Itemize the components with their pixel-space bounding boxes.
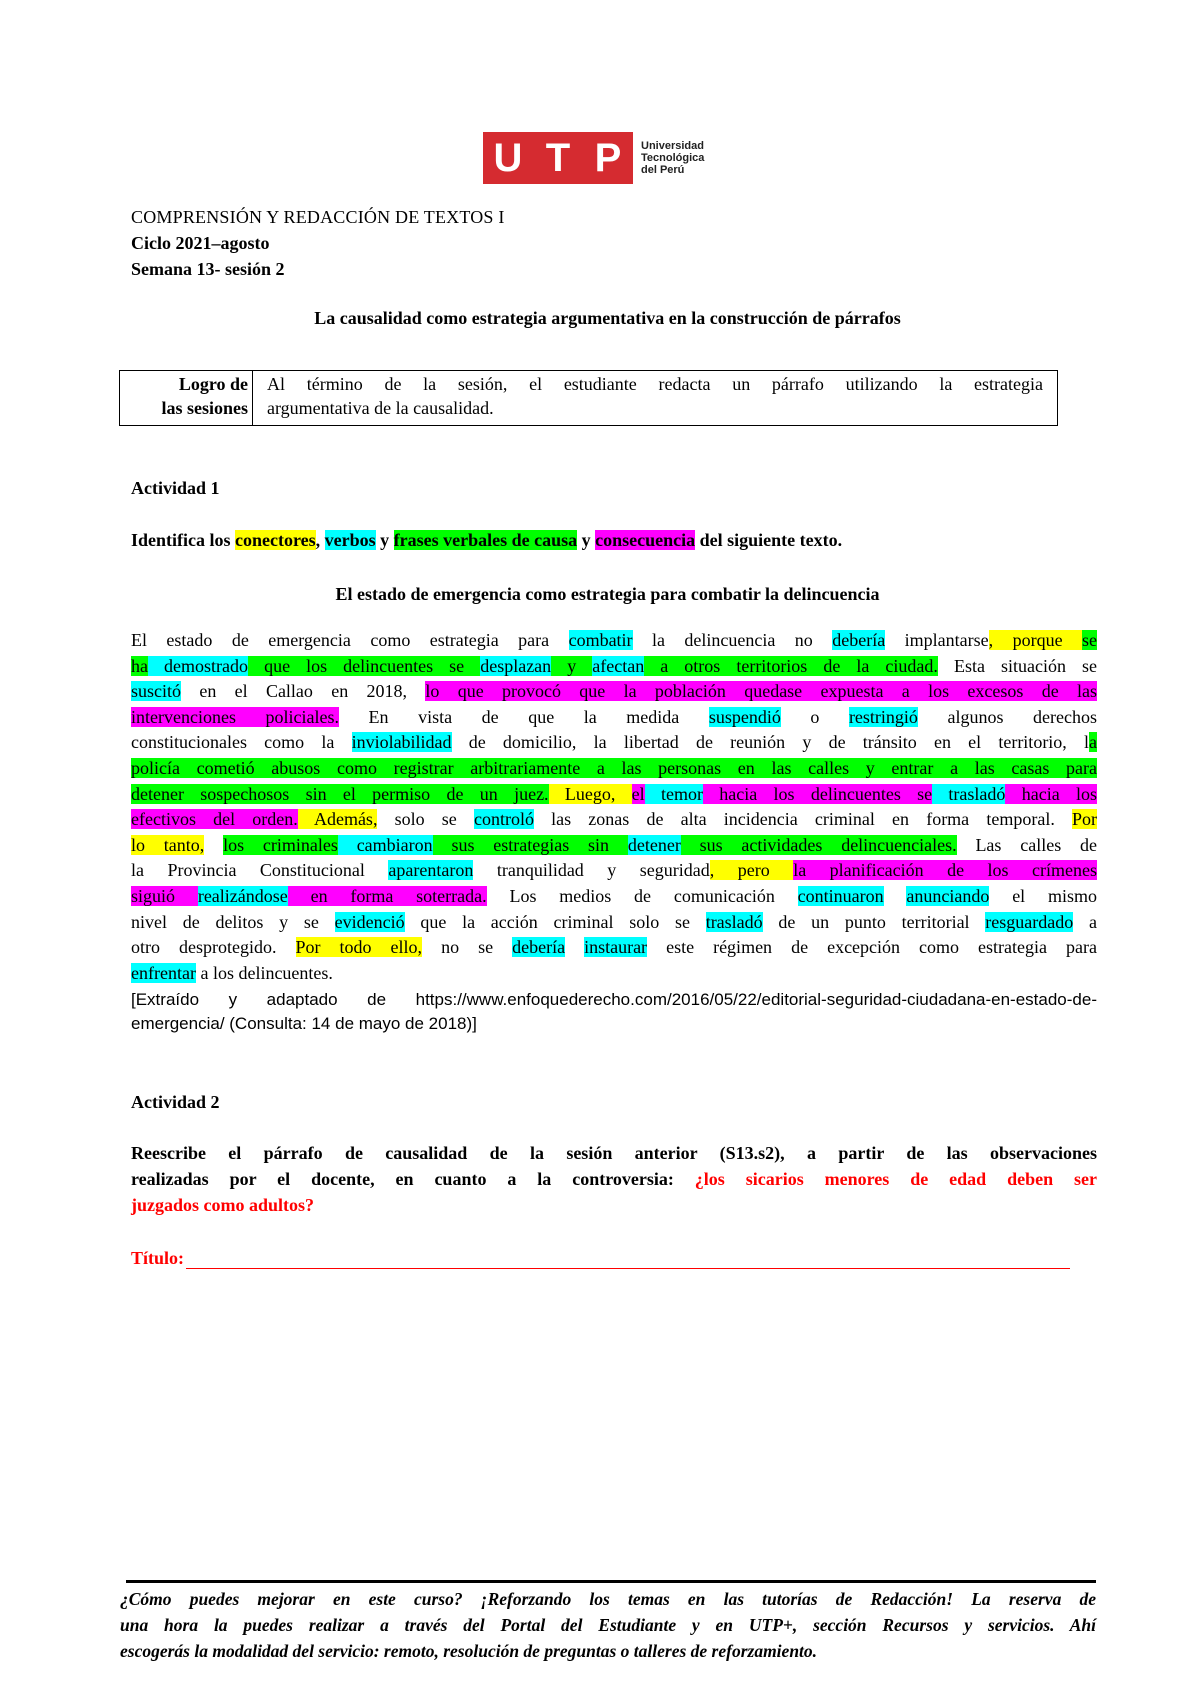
- source-line-2: emergencia/ (Consulta: 14 de mayo de 2018)]: [131, 1014, 477, 1033]
- source-citation: [131, 988, 1097, 1036]
- keyword-conectores: conectores: [235, 530, 316, 550]
- paragraph-line: [131, 910, 1097, 936]
- title-field-label: Título:: [131, 1248, 185, 1268]
- plain-segment: [884, 886, 907, 906]
- connector-segment: , pero: [709, 860, 794, 881]
- plain-segment: el mismo: [989, 885, 1098, 906]
- plain-segment: o: [780, 706, 849, 727]
- verb-segment: instaurar: [584, 937, 648, 958]
- paragraph-line: [131, 756, 1097, 782]
- plain-segment: Esta situación se: [937, 655, 1098, 676]
- plain-segment: El estado de emergencia como estrategia para: [131, 630, 569, 650]
- instruction-text-2: ,: [315, 530, 325, 550]
- controversy-question-part-2: juzgados como adultos?: [131, 1195, 315, 1215]
- source-line-1: [Extraído y adaptado de https://www.enfoquederecho.com/2016/05/22/editorial-seguridad-ciudadana-en-estado-de-: [131, 990, 1097, 1009]
- connector-segment: Además,: [297, 809, 378, 830]
- logro-value-cell: [253, 371, 1057, 425]
- plain-segment: las zonas de alta incidencia criminal en forma temporal.: [533, 809, 1072, 830]
- verb-segment: suscitó: [131, 681, 182, 702]
- cause-phrase-segment: que los delincuentes se: [248, 655, 481, 676]
- cause-phrase-segment: se: [1082, 630, 1097, 650]
- logro-label-line-1: Logro de: [178, 374, 248, 394]
- verb-segment: detener: [627, 834, 681, 855]
- activity-2-line-2-text: realizadas por el docente, en cuanto a la controversia:: [131, 1169, 695, 1189]
- logo-letter-t: T: [545, 135, 571, 180]
- consequence-phrase-segment: intervenciones policiales.: [131, 706, 339, 727]
- paragraph-line: [131, 935, 1097, 961]
- paragraph-line: [131, 679, 1097, 705]
- footer-note: [120, 1586, 1096, 1664]
- plain-segment: la delincuencia no: [632, 630, 833, 650]
- instruction-text-5: del siguiente texto.: [695, 530, 843, 550]
- title-field: [131, 1248, 1070, 1269]
- plain-segment: [204, 835, 223, 855]
- plain-segment: tranquilidad y seguridad: [473, 860, 710, 881]
- plain-segment: de domicilio, la libertad de reunión y de tránsito en el territorio, l: [451, 732, 1090, 753]
- keyword-consecuencia: consecuencia: [595, 530, 696, 550]
- cause-phrase-segment: detener sospechosos sin el permiso de un juez.: [131, 783, 549, 804]
- plain-segment: no se: [422, 937, 513, 958]
- plain-segment: que la acción criminal solo se: [404, 911, 706, 932]
- verb-segment: trasladó: [705, 911, 763, 932]
- verb-segment: evidenció: [334, 911, 405, 932]
- activity-2-line-1: Reescribe el párrafo de causalidad de la sesión anterior (S13.s2), a partir de las observaciones: [131, 1143, 1097, 1163]
- logo-letter-u: U: [493, 135, 523, 180]
- plain-segment: En vista de que la medida: [339, 706, 709, 727]
- cause-phrase-segment: sus estrategias sin: [432, 834, 628, 855]
- title-field-blank-line[interactable]: [186, 1250, 1070, 1269]
- verb-segment: demostrado: [148, 655, 249, 676]
- cycle-label: Ciclo 2021–agosto: [131, 233, 270, 253]
- verb-segment: debería: [512, 937, 566, 958]
- cause-phrase-segment: a otros territorios de la ciudad.: [644, 655, 938, 676]
- verb-segment: resguardado: [985, 911, 1074, 932]
- consequence-phrase-segment: el: [631, 783, 645, 804]
- keyword-verbos: verbos: [324, 530, 376, 550]
- verb-segment: suspendió: [708, 706, 781, 727]
- connector-segment: Por: [1072, 809, 1098, 830]
- logro-value-line-1: Al término de la sesión, el estudiante redacta un párrafo utilizando la estrategia: [267, 374, 1043, 394]
- controversy-question-part-1: ¿los sicarios menores de edad deben ser: [694, 1169, 1098, 1189]
- verb-segment: debería: [832, 630, 886, 650]
- logo-text-line-2: Tecnológica: [641, 152, 705, 164]
- activity-2-heading: Actividad 2: [131, 1092, 220, 1112]
- plain-segment: Las calles de: [956, 834, 1097, 855]
- connector-segment: Luego,: [548, 783, 632, 804]
- cause-phrase-segment: y: [551, 655, 593, 676]
- cause-phrase-segment: sus actividades delincuenciales.: [680, 834, 957, 855]
- activity-1-instruction: [131, 530, 842, 551]
- consequence-phrase-segment: lo que provocó que la población quedase expuesta a los excesos de las: [425, 681, 1097, 702]
- verb-segment: trasladó: [932, 783, 1006, 804]
- verb-segment: afectan: [592, 655, 645, 676]
- plain-segment: Los medios de comunicación: [486, 885, 798, 906]
- utp-logo-mark: [483, 132, 633, 184]
- connector-segment: lo tanto,: [131, 834, 205, 855]
- plain-segment: nivel de delitos y se: [131, 911, 335, 932]
- cause-phrase-segment: a: [1089, 732, 1098, 753]
- logo-text-line-3: del Perú: [641, 164, 685, 176]
- footer-divider: [126, 1580, 1096, 1583]
- connector-segment: , porque: [988, 630, 1082, 650]
- verb-segment: controló: [473, 809, 534, 830]
- highlighted-paragraph: [131, 628, 1097, 986]
- logo-letter-p: P: [594, 135, 622, 180]
- instruction-text-3: y: [375, 530, 394, 550]
- paragraph-line: [131, 961, 1097, 987]
- paragraph-line: [131, 884, 1097, 910]
- plain-segment: este régimen de excepción como estrategia para: [647, 937, 1097, 958]
- logro-label-cell: [120, 371, 253, 425]
- verb-segment: continuaron: [797, 885, 884, 906]
- paragraph-line: [131, 705, 1097, 731]
- cause-phrase-segment: ha: [131, 655, 148, 676]
- plain-segment: de un punto territorial: [762, 911, 986, 932]
- consequence-phrase-segment: en forma soterrada.: [287, 885, 487, 906]
- verb-segment: combatir: [568, 630, 633, 650]
- consequence-phrase-segment: la planificación de los crímenes: [793, 860, 1097, 881]
- cause-phrase-segment: policía cometió abusos como registrar arbitrariamente a las personas en las calles y entrar a las casas para: [131, 757, 1097, 778]
- footer-line-1: ¿Cómo puedes mejorar en este curso? ¡Reforzando los temas en las tutorías de Redacción! La reserva de: [120, 1589, 1096, 1609]
- week-label: Semana 13- sesión 2: [131, 259, 285, 279]
- course-header: [131, 204, 505, 282]
- plain-segment: algunos derechos: [917, 706, 1098, 727]
- instruction-text-4: y: [577, 530, 596, 550]
- verb-segment: temor: [644, 783, 703, 804]
- paragraph-line: [131, 807, 1097, 833]
- paragraph-line: [131, 833, 1097, 859]
- consequence-phrase-segment: hacia los delincuentes se: [702, 783, 933, 804]
- plain-segment: la Provincia Constitucional: [131, 860, 389, 881]
- verb-segment: enfrentar: [131, 962, 196, 983]
- plain-segment: constitucionales como la: [131, 732, 352, 753]
- course-name: COMPRENSIÓN Y REDACCIÓN DE TEXTOS I: [131, 207, 505, 227]
- instruction-text-1: Identifica los: [131, 530, 236, 550]
- logo-wordmark: [641, 140, 704, 176]
- session-title: La causalidad como estrategia argumentativa en la construcción de párrafos: [314, 308, 901, 328]
- logro-label-line-2: las sesiones: [161, 398, 248, 418]
- utp-logo: [483, 132, 704, 184]
- verb-segment: aparentaron: [388, 860, 474, 881]
- consequence-phrase-segment: siguió: [131, 885, 198, 906]
- plain-segment: en el Callao en 2018,: [181, 681, 426, 702]
- paragraph-line: [131, 782, 1097, 808]
- paragraph-line: [131, 858, 1097, 884]
- verb-segment: realizándose: [197, 885, 288, 906]
- cause-phrase-segment: los criminales: [223, 834, 338, 855]
- plain-segment: otro desprotegido.: [131, 937, 296, 958]
- plain-segment: a los delincuentes.: [195, 962, 333, 983]
- logro-value-line-2: argumentativa de la causalidad.: [267, 398, 494, 418]
- consequence-phrase-segment: efectivos del orden.: [131, 809, 298, 830]
- paragraph-line: [131, 730, 1097, 756]
- logro-table: [119, 370, 1058, 426]
- activity-2-instruction: [131, 1140, 1097, 1218]
- verb-segment: desplazan: [480, 655, 552, 676]
- connector-segment: Por todo ello,: [295, 937, 423, 958]
- verb-segment: restringió: [848, 706, 918, 727]
- consequence-phrase-segment: hacia los: [1005, 783, 1098, 804]
- activity-2-line-2: [131, 1166, 1097, 1192]
- logo-text-line-1: Universidad: [641, 140, 704, 152]
- verb-segment: anunciando: [906, 885, 990, 906]
- paragraph-line: [131, 654, 1097, 680]
- keyword-frases-verbales: frases verbales de causa: [393, 530, 578, 550]
- plain-segment: a: [1073, 911, 1097, 932]
- footer-line-3: escogerás la modalidad del servicio: remoto, resolución de preguntas o talleres de reforzamiento.: [120, 1641, 818, 1661]
- activity-1-heading: Actividad 1: [131, 478, 220, 498]
- plain-segment: solo se: [377, 809, 474, 830]
- plain-segment: [565, 937, 584, 957]
- paragraph-line: [131, 628, 1097, 654]
- footer-line-2: una hora la puedes realizar a través del Portal del Estudiante y en UTP+, sección Recursos y servicios. Ahí: [120, 1615, 1096, 1635]
- verb-segment: cambiaron: [337, 834, 433, 855]
- plain-segment: implantarse: [885, 630, 989, 650]
- verb-segment: inviolabilidad: [351, 732, 452, 753]
- text-title: El estado de emergencia como estrategia para combatir la delincuencia: [335, 584, 880, 604]
